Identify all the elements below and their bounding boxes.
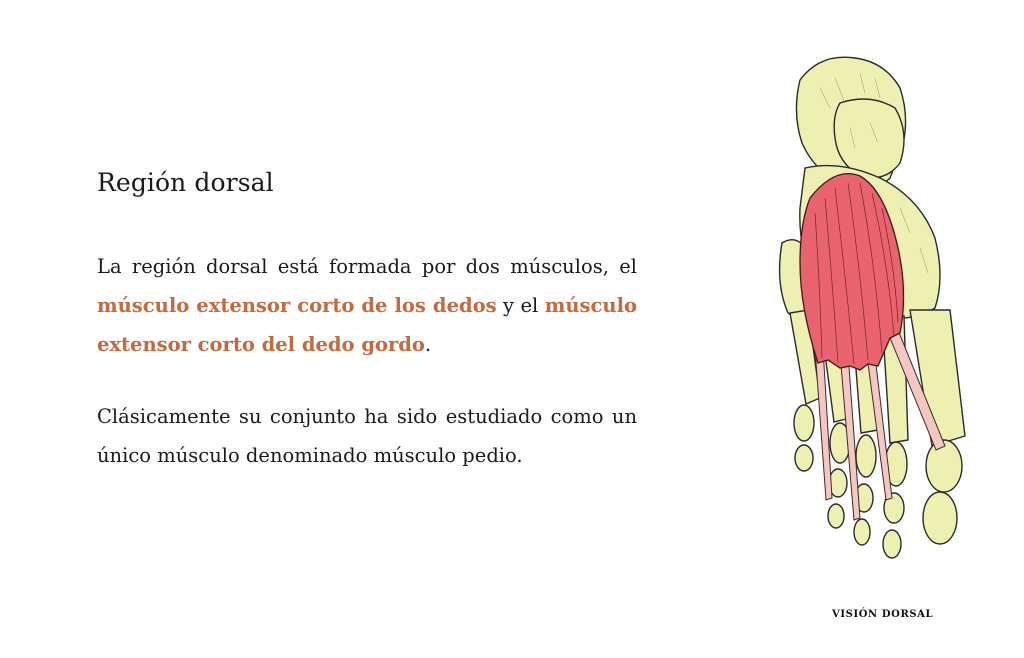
- phalanx-3-proximal: [856, 435, 876, 477]
- phalanx-4-distal: [828, 504, 844, 528]
- phalanx-5-proximal: [794, 405, 814, 441]
- paragraph-classic: Clásicamente su conjunto ha sido estudiado como un único músculo denominado músculo pedio.: [97, 405, 637, 467]
- intro-text-start: La región dorsal está formada por dos músculos, el: [97, 255, 637, 278]
- phalanx-1-distal: [923, 492, 957, 544]
- paragraph-intro: [97, 247, 637, 364]
- link-extensor-corto-dedos[interactable]: músculo extensor corto de los dedos: [97, 294, 497, 317]
- content-column: [97, 168, 637, 475]
- phalanx-1-proximal: [926, 440, 962, 492]
- intro-text-middle: y el: [496, 294, 545, 317]
- figure-caption: VISIÓN DORSAL: [832, 609, 934, 620]
- section-title: Región dorsal: [97, 168, 274, 197]
- phalanx-5-distal: [795, 445, 813, 471]
- foot-illustration: [760, 48, 980, 578]
- intro-text-end: .: [424, 333, 432, 356]
- metatarsal-1: [910, 310, 965, 446]
- phalanx-2-distal: [883, 530, 901, 558]
- link-extensor-corto-dedo-gordo[interactable]: músculo extensor corto del dedo gordo: [97, 294, 637, 356]
- phalanx-3-distal: [854, 519, 870, 545]
